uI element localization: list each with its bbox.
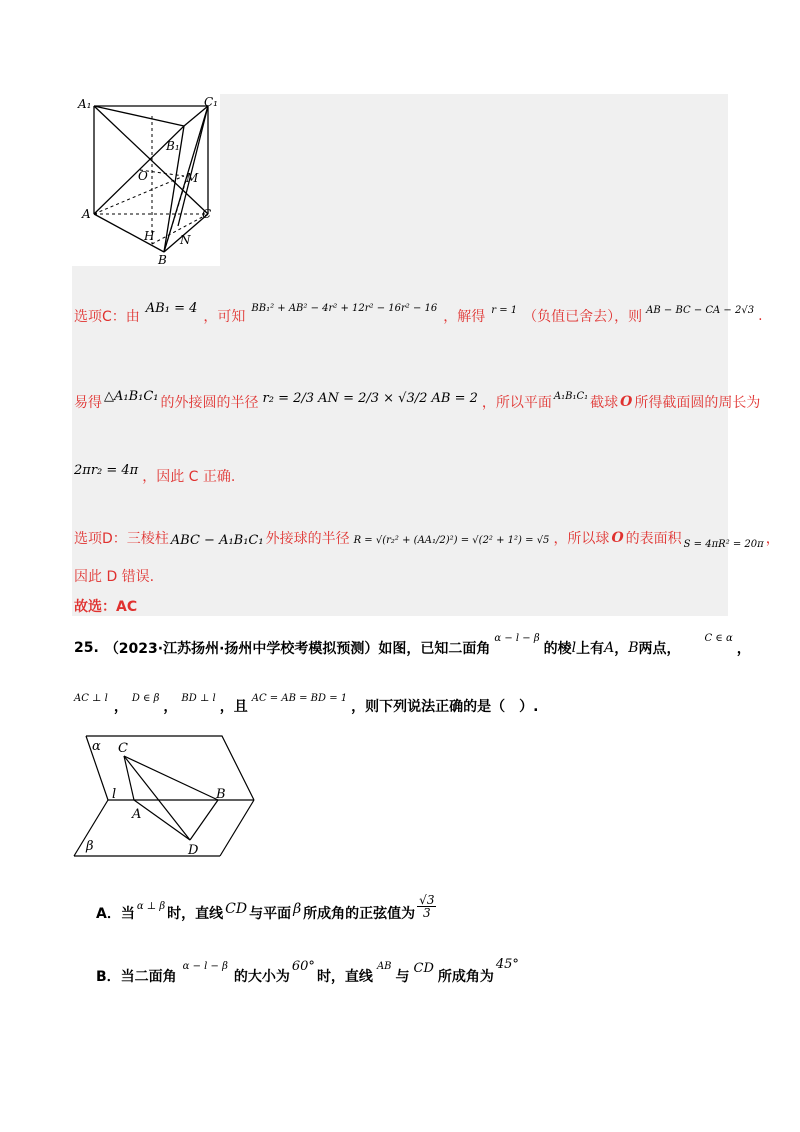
sphere-o-d: O <box>611 530 624 546</box>
prism-name: ABC − A₁B₁C₁ <box>170 532 264 548</box>
option-b-text4: 所成角为 <box>437 969 494 985</box>
point-a: A <box>604 640 615 656</box>
option-a-text2: 与平面 <box>249 905 292 922</box>
edge-l: l <box>571 640 577 656</box>
q25-text1: 如图，已知二面角 <box>378 641 491 657</box>
option-b-text1: 的大小为 <box>233 969 290 985</box>
option-d-tail: ， <box>765 531 780 547</box>
option-b-text3: 与 <box>395 969 410 985</box>
q25-comma: ， <box>614 641 629 657</box>
option-b-label: B．当二面角 <box>96 969 177 985</box>
sine-value <box>417 894 436 919</box>
label-l: l <box>112 787 117 802</box>
perimeter-text: ，因此 C 正确. <box>142 469 236 485</box>
option-a <box>96 893 438 925</box>
prism-figure <box>72 94 220 266</box>
ac-perp-l: AC ⊥ l <box>74 692 108 704</box>
question-25-line1 <box>74 632 751 658</box>
label-d2: D <box>188 843 199 858</box>
radius-text2: ，所以平面 <box>481 395 552 411</box>
equation-bb1: BB₁² + AB² − 4r² + 12r² − 16r² − 16 <box>251 302 438 314</box>
dihedral-figure <box>72 734 262 862</box>
perimeter-line <box>74 462 236 486</box>
option-d-prefix: 选项D：三棱柱 <box>74 531 169 547</box>
line-cd: CD <box>225 900 248 917</box>
label-b2: B <box>216 787 226 802</box>
plane-beta: β <box>293 900 302 917</box>
dihedral-diagram <box>72 734 262 862</box>
option-c-text2: ，解得 <box>443 309 486 325</box>
d-in-beta: D ∈ β <box>131 692 160 704</box>
r-value: r = 1 <box>491 304 518 316</box>
line-cd-b: CD <box>413 960 434 976</box>
option-c-text1: ，可知 <box>203 309 246 325</box>
label-C1: C₁ <box>204 95 218 109</box>
radius-text1: 的外接圆的半径 <box>160 395 259 411</box>
r2-formula: r₂ = 2/3 AN = 2/3 × √3/2 AB = 2 <box>262 390 478 406</box>
label-B: B <box>158 253 167 266</box>
option-c-line <box>74 300 763 326</box>
sine-numerator: √3 <box>419 893 435 907</box>
label-beta: β <box>86 839 94 854</box>
option-c-prefix: 选项C：由 <box>74 309 140 325</box>
q25-text3: 上有 <box>576 641 605 657</box>
prism-diagram <box>72 94 220 266</box>
c-in-alpha: C ∈ α <box>704 632 733 644</box>
option-c-note: （负值已舍去），则 <box>523 309 643 325</box>
given-ab1: AB₁ = 4 <box>145 300 198 316</box>
surface-area: S = 4πR² = 20π <box>683 538 764 550</box>
option-d-text1: 外接球的半径 <box>265 531 350 547</box>
point-b: B <box>628 640 639 656</box>
radius-text4: 所得截面圆的周长为 <box>634 395 761 411</box>
final-answer: 故选：AC <box>74 599 138 615</box>
equal-lengths: AC = AB = BD = 1 <box>251 692 348 704</box>
option-d-line <box>74 528 780 548</box>
label-O: O <box>138 169 148 183</box>
option-b-text2: 时，直线 <box>316 969 373 985</box>
side-equality: AB − BC − CA − 2√3 <box>646 304 755 316</box>
q25-comma2: ， <box>736 641 751 657</box>
radius-prefix: 易得 <box>74 395 102 411</box>
radius-line <box>74 388 761 412</box>
line-ab: AB <box>376 960 392 972</box>
label-alpha: α <box>92 739 101 754</box>
option-c-tail: . <box>758 308 763 324</box>
angle-45: 45° <box>495 956 519 972</box>
sphere-o: O <box>620 394 633 410</box>
dihedral-b: α − l − β <box>182 960 228 972</box>
perimeter-formula: 2πr₂ = 4π <box>74 462 139 478</box>
label-A1: A₁ <box>78 97 92 111</box>
option-d-text2: ，所以球 <box>553 531 610 547</box>
triangle-a1b1c1: △A₁B₁C₁ <box>104 388 159 404</box>
q25-and: ，且 <box>219 699 248 715</box>
label-C: C <box>202 207 212 221</box>
alpha-perp-beta: α ⊥ β <box>136 901 166 912</box>
radius-text3: 截球 <box>590 395 619 411</box>
option-d-text3: 的表面积 <box>625 531 682 547</box>
option-b <box>96 956 519 986</box>
question-source: （2023·江苏扬州·扬州中学校考模拟预测） <box>104 641 379 657</box>
q25-tail: ，则下列说法正确的是（ ）. <box>351 699 539 715</box>
label-A: A <box>82 207 91 221</box>
angle-60: 60° <box>291 958 315 974</box>
radius-R-formula: R = √(r₂² + (AA₁/2)²) = √(2² + 1²) = √5 <box>353 534 550 546</box>
label-N: N <box>180 233 191 247</box>
sine-denominator: 3 <box>422 906 431 920</box>
label-a2: A <box>132 807 142 822</box>
question-number: 25. <box>74 640 99 656</box>
label-c2: C <box>118 741 128 756</box>
option-a-text3: 所成角的正弦值为 <box>303 905 416 922</box>
label-B1: B₁ <box>166 139 180 153</box>
label-H: H <box>144 229 155 243</box>
conclusion-d: 因此 D 错误. <box>74 569 155 585</box>
option-a-label: A．当 <box>96 905 135 922</box>
option-a-text1: 时，直线 <box>167 905 224 922</box>
plane-a1b1c1: A₁B₁C₁ <box>553 390 589 402</box>
question-25-line2: AC ⊥ l ， D ∈ β ， BD ⊥ l ，且 AC = AB = BD = 1 ，则下列说法正确的是（ ）. <box>74 692 539 715</box>
bd-perp-l: BD ⊥ l <box>181 692 216 704</box>
q25-text4: 两点， <box>638 641 681 657</box>
q25-text2: 的棱 <box>543 641 572 657</box>
dihedral-angle: α − l − β <box>494 632 540 644</box>
label-M: M <box>186 171 199 185</box>
